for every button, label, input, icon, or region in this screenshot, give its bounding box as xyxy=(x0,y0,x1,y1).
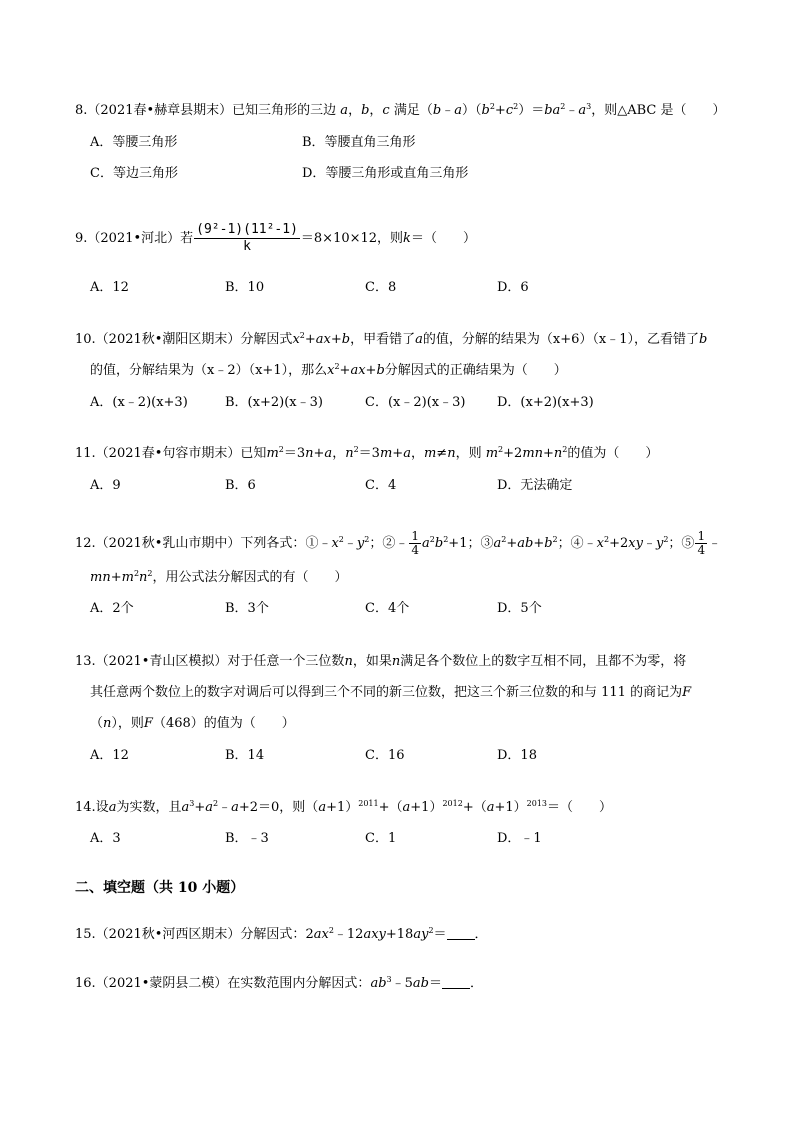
q13-line1: 13.（2021•青山区模拟）对于任意一个三位数 xyxy=(75,654,345,669)
q15-prefix: 15.（2021秋•河西区期末）分解因式： xyxy=(75,927,306,942)
q14-tail: ＝（ ） xyxy=(547,800,613,815)
question-13-line1: 13.（2021•青山区模拟）对于任意一个三位数n，如果n满足各个数位上的数字互相不同，且都不为零，将 xyxy=(75,654,687,669)
q10-line2: 的值，分解结果为（x﹣2）（x+1），那么 xyxy=(90,363,328,378)
q12-option-b[interactable]: B．3个 xyxy=(225,601,269,616)
q10-line1: 10.（2021秋•潮阳区期末）分解因式 xyxy=(75,332,293,347)
q14-prefix: 14.设 xyxy=(75,800,109,815)
q8-mid1: 满足（ xyxy=(393,103,433,118)
q8-mid3: ）＝ xyxy=(518,103,545,118)
q9-suffix: ＝8×10×12，则 xyxy=(300,231,404,246)
question-11-stem: 11.（2021春•句容市期末）已知$m^2=3n+a$，$n^2=3m+a$，m≠n，则 $m^2+2mn+n^2$的值为（ ） xyxy=(75,445,659,461)
question-10-line2: 的值，分解结果为（x﹣2）（x+1），那么$x^2+ax+b$分解因式的正确结果为（ ） xyxy=(90,362,567,378)
q10-line1-b: ，甲看错了 xyxy=(350,332,416,347)
q10-option-d[interactable]: D．(x+2)(x+3) xyxy=(497,395,594,410)
q8-option-a[interactable]: A．等腰三角形 xyxy=(90,135,178,150)
q9-option-a[interactable]: A．12 xyxy=(90,280,129,295)
q13-line2: 其任意两个数位上的数字对调后可以得到三个不同的新三位数，把这三个新三位数的和与 111 的商记为 xyxy=(90,685,683,700)
q12-line2-tail: ，用公式法分解因式的有（ ） xyxy=(152,570,348,585)
q10-option-b[interactable]: B．(x+2)(x﹣3) xyxy=(225,395,323,410)
q12-option-a[interactable]: A．2个 xyxy=(90,601,134,616)
q15-answer-blank[interactable] xyxy=(447,927,475,940)
q9-tail: ＝（ ） xyxy=(410,231,476,246)
q12-prefix: 12.（2021秋•乳山市期中）下列各式： xyxy=(75,536,306,551)
q13-line1-b: ，如果 xyxy=(352,654,392,669)
question-13-line2: 其任意两个数位上的数字对调后可以得到三个不同的新三位数，把这三个新三位数的和与 111 的商记为F xyxy=(90,685,692,700)
q13-option-a[interactable]: A．12 xyxy=(90,748,129,763)
q16-answer-blank[interactable] xyxy=(442,976,470,989)
q14-option-b[interactable]: B．﹣3 xyxy=(225,831,269,846)
q13-line3-c: （468）的值为（ ） xyxy=(152,716,295,731)
q9-numerator: (9²-1)(11²-1) xyxy=(196,222,298,237)
q12-fraction-1: $\frac{1}{4}$ xyxy=(411,529,420,557)
q11-tail: 的值为（ ） xyxy=(567,446,659,461)
q11-option-a[interactable]: A．9 xyxy=(90,478,121,493)
question-9-stem: 9.（2021•河北）若 $\frac{\text{(9²-1)(11²-1)}}{k}$ ＝8×10×12，则k＝（ ） xyxy=(75,222,476,254)
q14-mid: 为实数，且 xyxy=(116,800,182,815)
q14-option-c[interactable]: C．1 xyxy=(365,831,397,846)
question-13-line3: （n），则F（468）的值为（ ） xyxy=(90,716,295,731)
q16-prefix: 16.（2021•蒙阴县二模）在实数范围内分解因式： xyxy=(75,976,371,991)
q14-option-a[interactable]: A．3 xyxy=(90,831,121,846)
q9-option-d[interactable]: D．6 xyxy=(497,280,529,295)
q12-fraction-2: $\frac{1}{4}$ xyxy=(697,529,706,557)
question-14-stem: 14.设a为实数，且$a^3+a^2﹣a+2=0$，则$(a+1)^{2011}+(a+1)^{2012}+(a+1)^{2013}=$（ ） xyxy=(75,799,613,815)
q9-denominator: k xyxy=(243,239,251,254)
q10-option-c[interactable]: C．(x﹣2)(x﹣3) xyxy=(365,395,466,410)
q8-prefix: 8.（2021春•赫章县期末）已知三角形的三边 xyxy=(75,103,337,118)
q13-line1-c: 满足各个数位上的数字互相不同，且都不为零，将 xyxy=(400,654,687,669)
question-12-line2: $mn+m^2n^2$，用公式法分解因式的有（ ） xyxy=(90,569,348,585)
q13-option-c[interactable]: C．16 xyxy=(365,748,405,763)
q14-option-d[interactable]: D．﹣1 xyxy=(497,831,542,846)
q12-option-c[interactable]: C．4个 xyxy=(365,601,410,616)
q8-option-c[interactable]: C．等边三角形 xyxy=(90,166,178,181)
q10-line2-b: 分解因式的正确结果为（ ） xyxy=(384,363,567,378)
q9-prefix: 9.（2021•河北）若 xyxy=(75,231,194,246)
q11-prefix: 11.（2021春•句容市期末）已知 xyxy=(75,446,267,461)
q13-line3-b: ），则 xyxy=(111,716,144,731)
q11-option-c[interactable]: C．4 xyxy=(365,478,397,493)
q9-fraction xyxy=(194,222,300,255)
question-8-stem: 8.（2021春•赫章县期末）已知三角形的三边 a，b，c 满足$(b﹣a)(b^2+c^2)=ba^2﹣a^3$，则△ABC 是（ ） xyxy=(75,102,726,118)
q15-suffix: ． xyxy=(474,927,488,942)
q13-line3-a: （ xyxy=(90,716,104,731)
question-10-line1: 10.（2021秋•潮阳区期末）分解因式$x^2+ax+b$，甲看错了a的值，分解的结果为（x+6）（x﹣1），乙看错了b xyxy=(75,331,708,347)
q11-option-d[interactable]: D．无法确定 xyxy=(497,478,573,493)
question-15-stem: 15.（2021秋•河西区期末）分解因式：$2ax^2﹣12axy+18ay^2=$ ． xyxy=(75,926,488,942)
section-2-heading: 二、填空题（共 10 小题） xyxy=(75,880,245,896)
q8-mid2: ）（ xyxy=(461,103,482,118)
q8-tail: ，则△ABC 是（ ） xyxy=(591,103,726,118)
q8-option-d[interactable]: D．等腰三角形或直角三角形 xyxy=(302,166,469,181)
q11-option-b[interactable]: B．6 xyxy=(225,478,256,493)
q10-line1-c: 的值，分解的结果为（x+6）（x﹣1），乙看错了 xyxy=(422,332,699,347)
q13-option-d[interactable]: D．18 xyxy=(497,748,537,763)
q16-suffix: ． xyxy=(469,976,483,991)
q8-option-b[interactable]: B．等腰直角三角形 xyxy=(302,135,416,150)
q12-option-d[interactable]: D．5个 xyxy=(497,601,542,616)
q13-option-b[interactable]: B．14 xyxy=(225,748,265,763)
q10-option-a[interactable]: A．(x﹣2)(x+3) xyxy=(90,395,188,410)
question-16-stem: 16.（2021•蒙阴县二模）在实数范围内分解因式：$ab^3﹣5ab=$ ． xyxy=(75,975,483,991)
q9-option-b[interactable]: B．10 xyxy=(225,280,265,295)
q9-option-c[interactable]: C．8 xyxy=(365,280,397,295)
question-12-line1: 12.（2021秋•乳山市期中）下列各式：$①﹣x^2﹣y^2$；②﹣ $\frac{1}{4}$ $a^2b^2+1$；$③a^2+ab+b^2$；$④﹣x^2+2xy﹣y^2$；⑤ $\frac{1}{4}$ ﹣ xyxy=(75,529,722,557)
